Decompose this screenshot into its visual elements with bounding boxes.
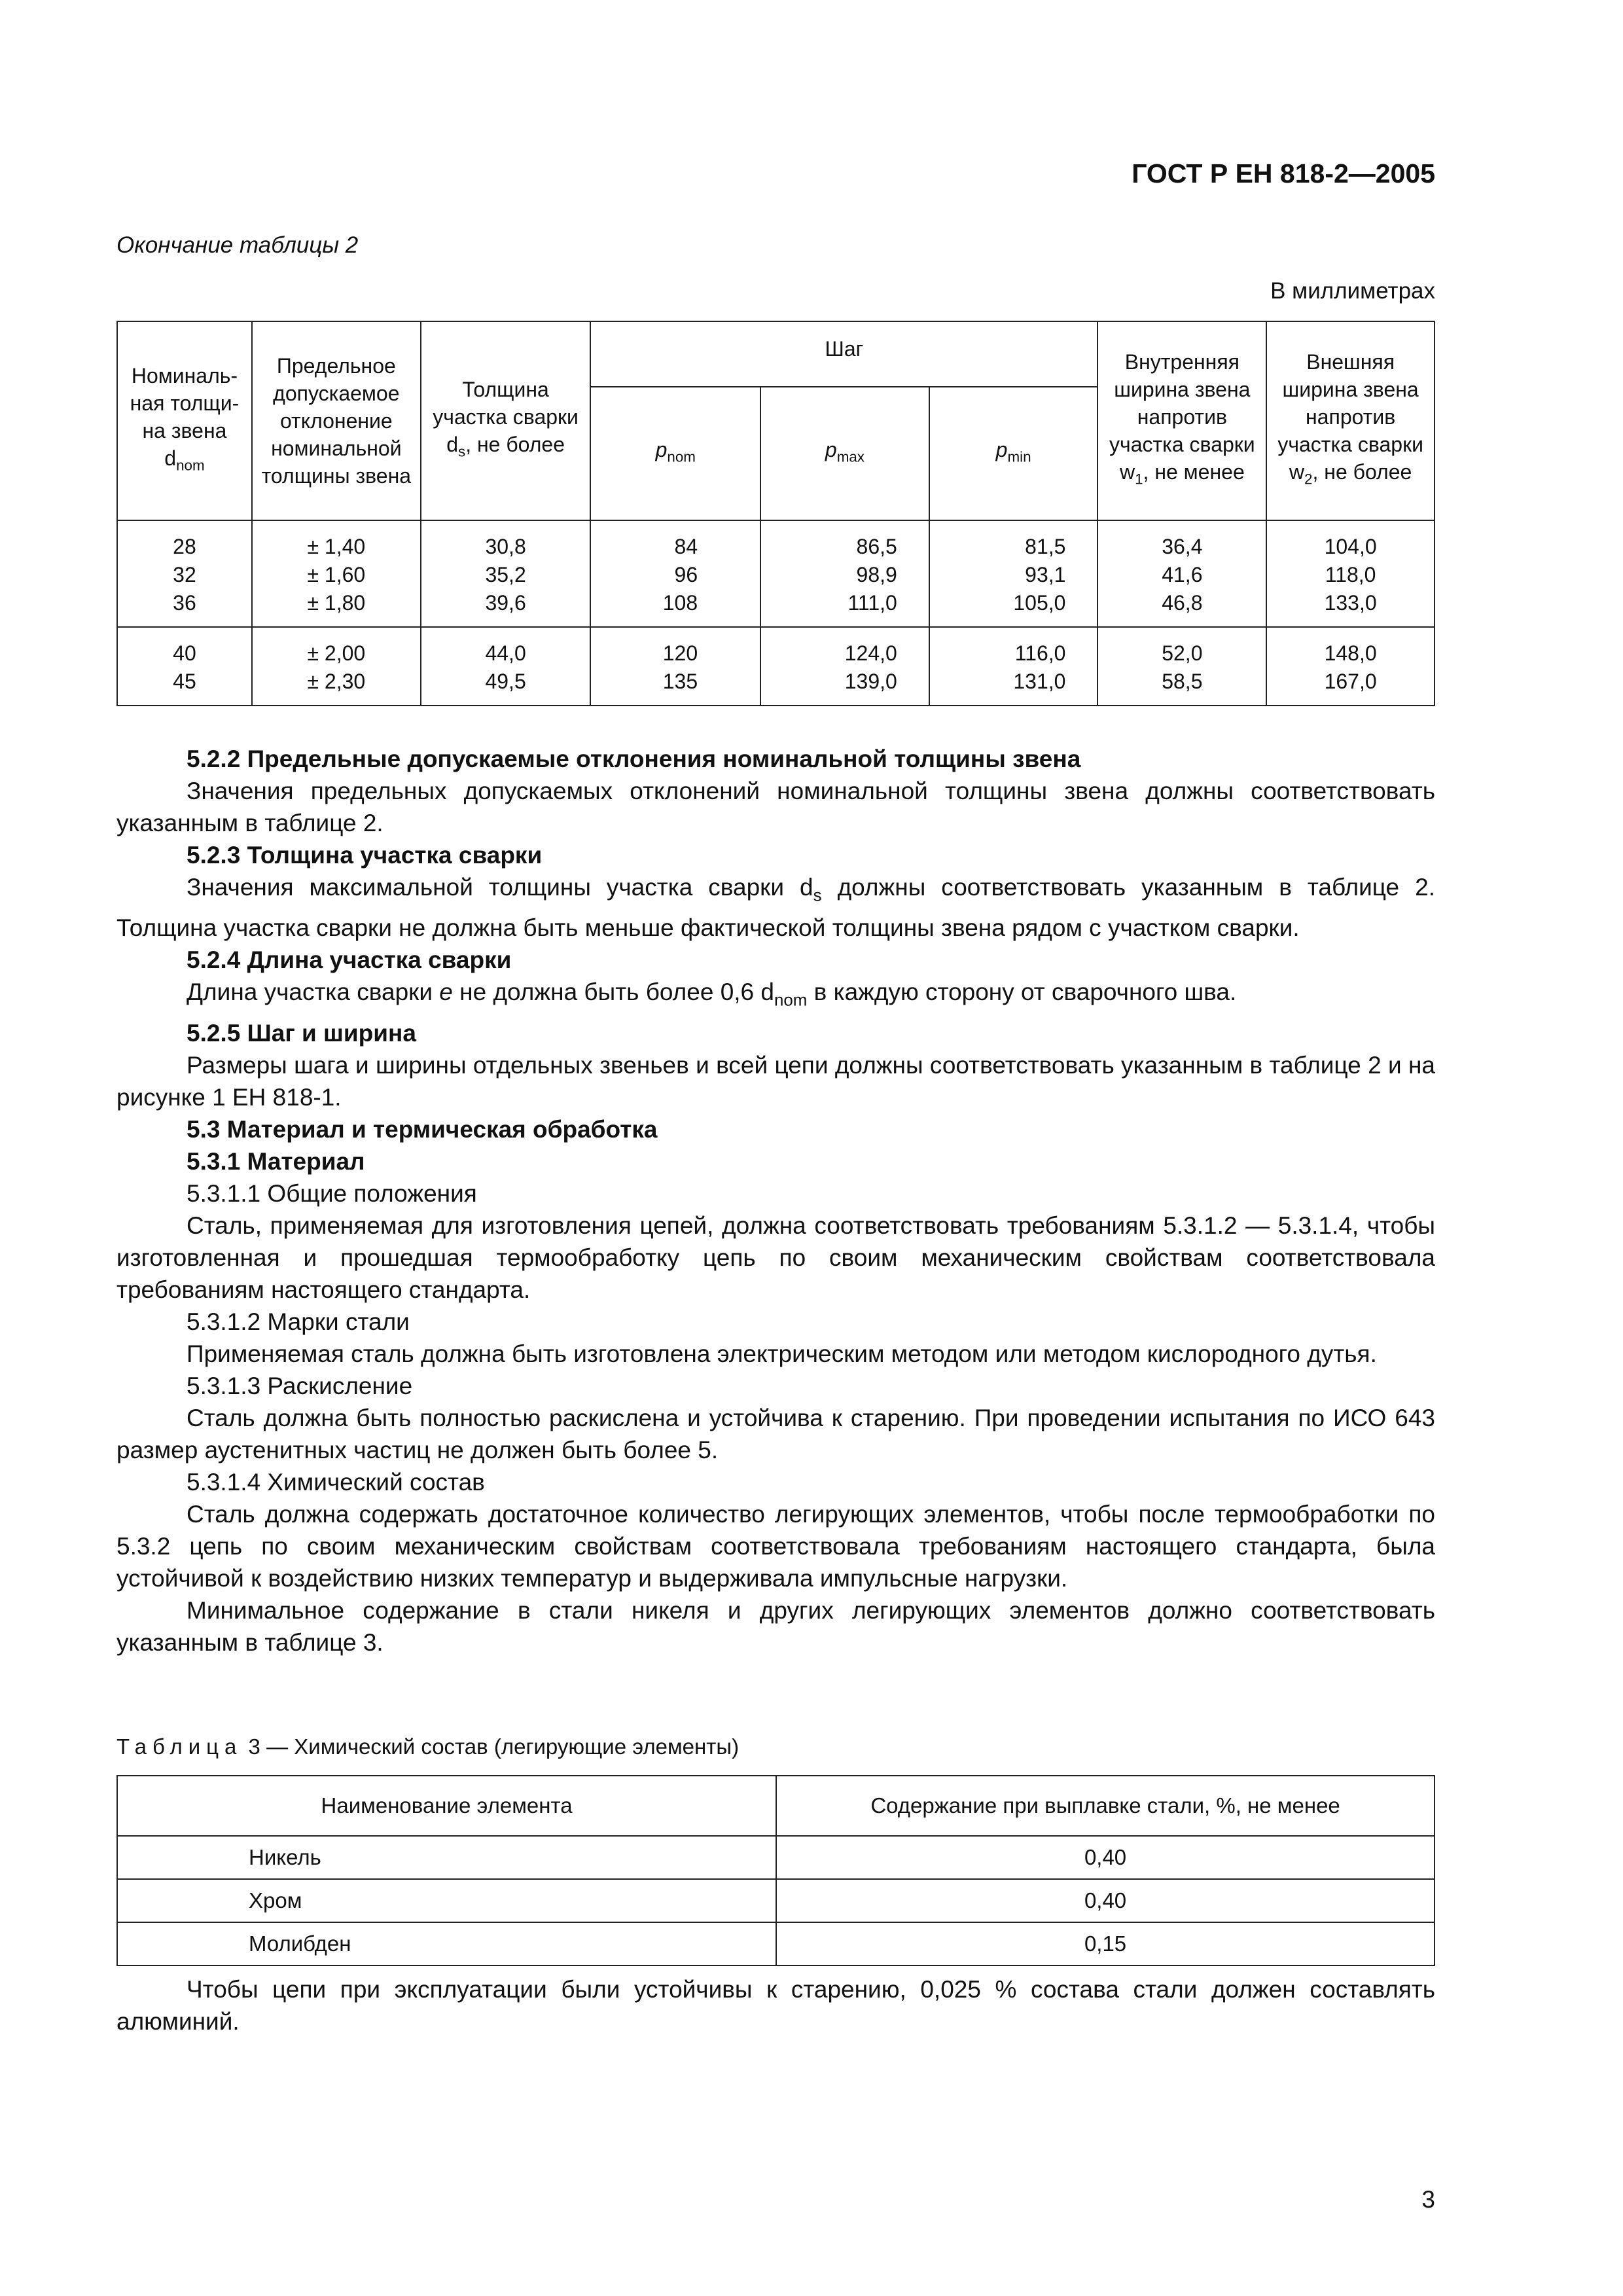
cell-w1: 36,4 41,6 46,8 [1097, 520, 1266, 627]
cell-pmin: 81,5 93,1 105,0 [929, 520, 1098, 627]
cell-d: 40 45 [117, 627, 252, 706]
table-row [117, 1922, 1435, 1965]
cell-w2: 148,0 167,0 [1266, 627, 1435, 706]
header-outer-width: Внешняя ширина звена напротив участка сварки $w_2$, не более [1266, 321, 1435, 520]
cell-dev: ± 2,00 ± 2,30 [252, 627, 421, 706]
element-name: Молибден [117, 1922, 776, 1965]
cell-pmin: 116,0 131,0 [929, 627, 1098, 706]
header-pmax: $p_{max}$ [760, 387, 929, 520]
element-value: 0,40 [776, 1879, 1435, 1922]
table-row-group-2 [117, 627, 1435, 706]
header-weld-thickness: Толщина участка сварки $d_s$, не более [421, 321, 591, 520]
section-5-2-2-heading: 5.2.2 Предельные допускаемые отклонения номинальной толщины звена [187, 745, 1081, 772]
section-5-3-1-4-heading: 5.3.1.4 Химический состав [187, 1468, 485, 1496]
header-pnom: $p_{nom}$ [590, 387, 760, 520]
section-5-3-heading: 5.3 Материал и термическая обработка [187, 1115, 658, 1143]
aluminium-note: Чтобы цепи при эксплуатации были устойчивы к старению, 0,025 % состава стали должен составлять алюминий. [116, 1976, 1435, 2035]
section-5-2-3-text: Значения максимальной толщины участка сварки $d_s$ должны соответствовать указанным в таблице 2. Толщина участка сварки не должна быть меньше фактической толщины звена рядом с участком сварки. [116, 874, 1435, 942]
table-3-caption: Таблица 3 — Химический состав (легирующие элементы) [116, 1734, 740, 1759]
section-5-3-1-3-text: Сталь должна быть полностью раскислена и устойчива к старению. При проведении испытания по ИСО 643 размер аустенитных частиц не должен быть более 5. [116, 1404, 1435, 1463]
section-5-3-1-2-heading: 5.3.1.2 Марки стали [187, 1308, 410, 1335]
header-nominal-thickness: Номиналь-ная толщи-на звена $d_{nom}$ [117, 321, 252, 520]
header-pitch: Шаг [590, 321, 1097, 387]
cell-ds: 30,8 35,2 39,6 [421, 520, 591, 627]
table-2 [116, 321, 1435, 706]
section-5-3-1-4-text: Сталь должна содержать достаточное количество легирующих элементов, чтобы после термообработки по 5.3.2 цепь по своим механическим свойствам соответствовала требованиям настоящего стандарта, была устойчивой к воздействию низких температур и выдерживала импульсные нагрузки. [116, 1500, 1435, 1592]
section-5-2-5-heading: 5.2.5 Шаг и ширина [187, 1019, 416, 1047]
units-label: В миллиметрах [1270, 278, 1435, 304]
section-5-3-1-2-text: Применяемая сталь должна быть изготовлена электрическим методом или методом кислородного дутья. [187, 1340, 1377, 1367]
cell-pmax: 86,5 98,9 111,0 [760, 520, 929, 627]
table-3-header-content: Содержание при выплавке стали, %, не менее [776, 1776, 1435, 1836]
section-5-3-1-heading: 5.3.1 Материал [187, 1147, 365, 1175]
table-row [117, 1879, 1435, 1922]
header-pmin: $p_{min}$ [929, 387, 1098, 520]
header-deviation: Предельное допускаемое отклонение номинальной толщины звена [252, 321, 421, 520]
section-5-2-5-text: Размеры шага и ширины отдельных звеньев и всей цепи должны соответствовать указанным в таблице 2 и на рисунке 1 ЕН 818-1. [116, 1051, 1435, 1111]
section-5-2-4-text: Длина участка сварки e не должна быть более 0,6 $d_{nom}$ в каждую сторону от сварочного шва. [187, 978, 1237, 1010]
table-row-group-1 [117, 520, 1435, 627]
section-5-2-2-text: Значения предельных допускаемых отклонений номинальной толщины звена должны соответствовать указанным в таблице 2. [116, 778, 1435, 836]
table-3-header-element: Наименование элемента [117, 1776, 776, 1836]
table-row [117, 1836, 1435, 1879]
header-inner-width: Внутренняя ширина звена напротив участка сварки $w_1$, не менее [1097, 321, 1266, 520]
cell-w1: 52,0 58,5 [1097, 627, 1266, 706]
cell-pnom: 120 135 [590, 627, 760, 706]
element-value: 0,15 [776, 1922, 1435, 1965]
section-5-2-4-heading: 5.2.4 Длина участка сварки [187, 946, 512, 974]
standard-title: ГОСТ Р ЕН 818-2—2005 [1132, 158, 1435, 188]
section-5-3-1-1-heading: 5.3.1.1 Общие положения [187, 1179, 477, 1207]
section-5-2-3-heading: 5.2.3 Толщина участка сварки [187, 842, 543, 869]
section-5-3-1-3-heading: 5.3.1.3 Раскисление [187, 1372, 413, 1399]
section-5-3-1-1-text: Сталь, применяемая для изготовления цепей, должна соответствовать требованиям 5.3.1.2 — 5.3.1.4, чтобы изготовленная и прошедшая термообработку цепь по своим механическим свойствам соответствовала требованиям настоящего стандарта. [116, 1211, 1435, 1303]
cell-pmax: 124,0 139,0 [760, 627, 929, 706]
footer-paragraph [116, 1973, 1435, 2037]
section-5-3-1-4-text-2: Минимальное содержание в стали никеля и других легирующих элементов должно соответствовать указанным в таблице 3. [116, 1596, 1435, 1656]
table-continuation-label: Окончание таблицы 2 [116, 232, 359, 258]
element-value: 0,40 [776, 1836, 1435, 1879]
cell-dev: ± 1,40 ± 1,60 ± 1,80 [252, 520, 421, 627]
cell-d: 28 32 36 [117, 520, 252, 627]
cell-pnom: 84 96 108 [590, 520, 760, 627]
cell-ds: 44,0 49,5 [421, 627, 591, 706]
body-text [116, 743, 1435, 1659]
cell-w2: 104,0 118,0 133,0 [1266, 520, 1435, 627]
element-name: Хром [117, 1879, 776, 1922]
element-name: Никель [117, 1836, 776, 1879]
table-3 [116, 1775, 1435, 1966]
page-number: 3 [1421, 2186, 1435, 2213]
